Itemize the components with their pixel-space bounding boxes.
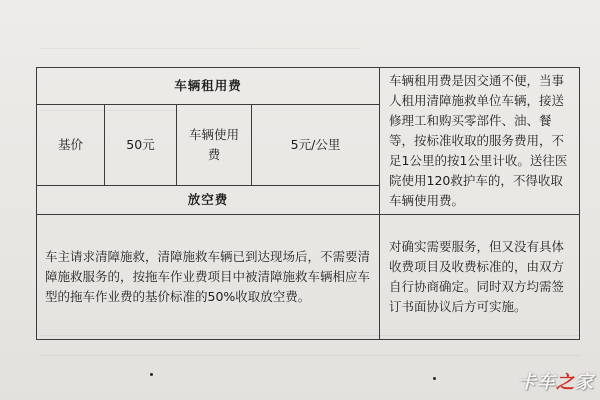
base-price-value: 50元 (105, 104, 177, 186)
site-watermark (518, 368, 594, 394)
watermark-text: 家 (575, 372, 594, 393)
empty-run-fee-text: 车主请求清障施救，清障施救车辆已到达现场后，不需要清障施救服务的，按拖车作业费项目中被清障施救车辆相应车型的拖车作业费的基价标准的50%收取放空费。 (37, 215, 380, 340)
rental-fee-header: 车辆租用费 (37, 68, 380, 105)
table-row (37, 215, 580, 340)
watermark-text-highlight: 之 (556, 372, 575, 393)
rental-fee-note: 车辆租用费是因交通不便，当事人租用清障施救单位车辆，接送修理工和购买零部件、油、餐等，按标准收取的服务费用，不足1公里的按1公里计收。送往医院使用120救护车的，不得收取车辆使用费。 (380, 68, 580, 215)
vehicle-use-fee-value: 5元/公里 (252, 104, 380, 186)
negotiation-note: 对确实需要服务，但又没有具体收费项目及收费标准的，由双方自行协商确定。同时双方均需签订书面协议后方可实施。 (380, 215, 580, 340)
table-row (37, 68, 580, 105)
base-price-label: 基价 (37, 104, 105, 186)
vehicle-use-fee-label: 车辆使用费 (177, 104, 252, 186)
fee-standard-table (36, 67, 580, 340)
scan-speck (433, 377, 436, 380)
bleed-through-line (40, 48, 360, 49)
watermark-text: 卡车 (518, 372, 556, 393)
bleed-through-line (40, 355, 580, 356)
empty-run-fee-header: 放空费 (37, 186, 380, 215)
scan-speck (150, 373, 153, 376)
